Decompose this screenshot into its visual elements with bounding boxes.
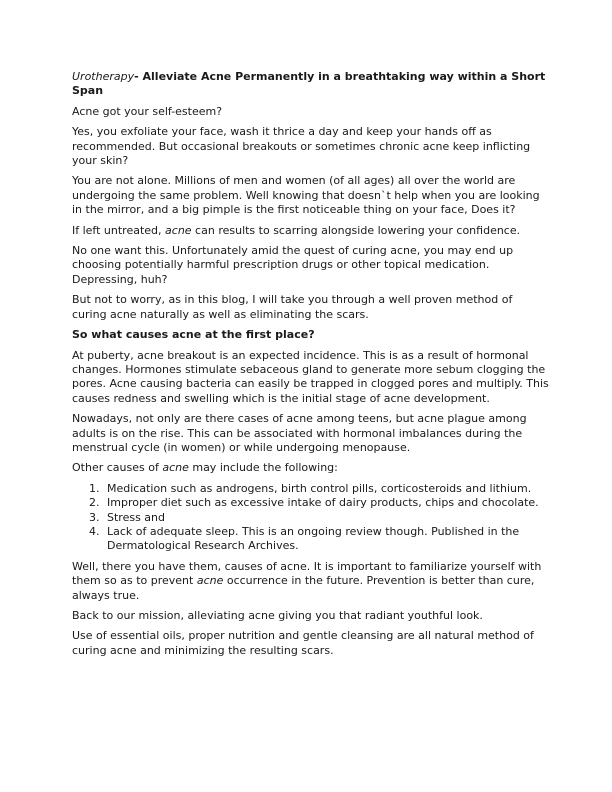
section-heading-causes: So what causes acne at the first place? [72,328,315,342]
paragraph-other-causes [72,461,550,475]
document-page [72,70,550,664]
paragraph-not-to-worry: But not to worry, as in this blog, I will take you through a well proven method of curing acne naturally as well as eliminating the scars. [72,293,513,321]
paragraph-not-alone: You are not alone. Millions of men and women (of all ages) all over the world are undergoing the same problem. Well knowing that doesn`t help when you are looking in the mirror, and a big pimple is the first noticeable thing on your face, Does it? [72,174,540,217]
title-brand: Urotherapy [72,70,135,83]
paragraph-untreated [72,224,550,238]
other-causes-text-b: may include the following: [188,461,338,475]
paragraph-puberty: At puberty, acne breakout is an expected incidence. This is as a result of hormonal changes. Hormones stimulate sebaceous gland to generate more sebum clogging the pores. Acne causing bacteria can easily be trapped in clogged pores and multiply. This causes redness and swelling which is the initial stage of acne development. [72,348,549,405]
untreated-text-b: can results to scarring alongside lowering your confidence. [191,223,521,237]
prevention-text-a: Well, there you have them, causes of acne. It is important to familiarize yourself with them so as to prevent [72,559,542,588]
untreated-text-a: If left untreated, [72,223,166,237]
paragraph-exfoliate: Yes, you exfoliate your face, wash it thrice a day and keep your hands off as recommended. But occasional breakouts or sometimes chronic acne keep inflicting your skin? [72,125,531,168]
article-title [72,70,550,99]
list-item: 2. Improper diet such as excessive intake of dairy products, chips and chocolate. [103,496,550,510]
list-item: 4. Lack of adequate sleep. This is an ongoing review though. Published in the Dermatological Research Archives. [103,525,550,554]
prevention-text-b: occurrence in the future. Prevention is better than cure, always true. [72,574,535,602]
paragraph-mission: Back to our mission, alleviating acne giving you that radiant youthful look. [72,609,483,622]
paragraph-adults: Nowadays, not only are there cases of acne among teens, but acne plague among adults is on the rise. This can be associated with hormonal imbalances during the menstrual cycle (in women) or while undergoing menopause. [72,412,527,454]
other-causes-text-a: Other causes of [72,461,163,475]
paragraph-prevention [72,560,550,603]
prevention-acne-emphasis: acne [196,574,224,588]
title-text: - Alleviate Acne Permanently in a breathtaking way within a Short Span [72,70,546,98]
paragraph-no-one-wants: No one want this. Unfortunately amid the quest of curing acne, you may end up choosing potentially harmful prescription drugs or other topical medication. Depressing, huh? [72,244,514,286]
untreated-acne-emphasis: acne [165,223,192,237]
causes-list [72,482,550,554]
paragraph-essential-oils: Use of essential oils, proper nutrition and gentle cleansing are all natural method of curing acne and minimizing the resulting scars. [72,629,534,657]
list-item: 1. Medication such as androgens, birth control pills, corticosteroids and lithium. [103,482,550,496]
list-item: 3. Stress and [103,511,550,525]
other-causes-acne-emphasis: acne [162,461,189,475]
paragraph-intro-question: Acne got your self-esteem? [72,104,223,118]
